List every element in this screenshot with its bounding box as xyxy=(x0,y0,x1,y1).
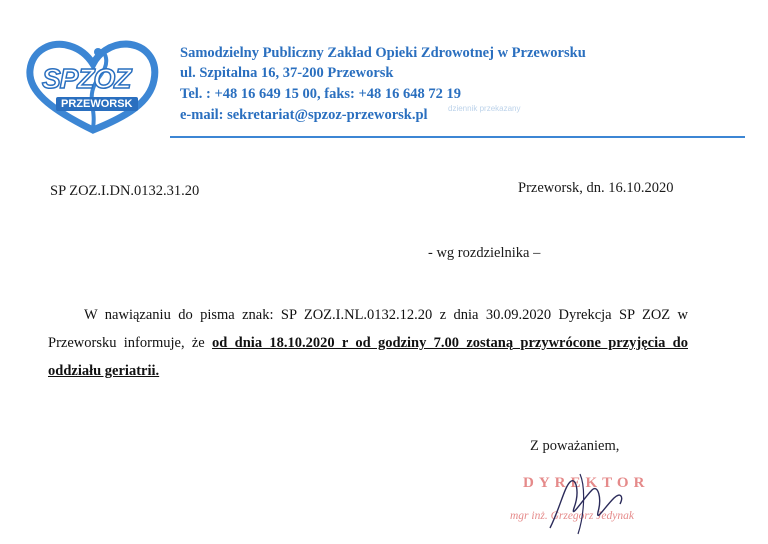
letter-body-intro: W nawiązaniu do pisma znak: SP ZOZ.I.NL.0132.12.20 z dnia 30.09.2020 Dyrekcja SP ZOZ w Przeworsku informuje, że xyxy=(48,307,688,351)
header-divider xyxy=(170,136,745,138)
institution-logo xyxy=(18,30,168,140)
reference-number: SP ZOZ.I.DN.0132.31.20 xyxy=(50,183,200,199)
faint-note: dziennik przekazany xyxy=(448,104,521,113)
stamp-name: mgr inż. Grzegorz Jedynak xyxy=(510,510,634,522)
recipient-line: - wg rozdzielnika – xyxy=(428,245,541,261)
place-date: Przeworsk, dn. 16.10.2020 xyxy=(518,180,674,196)
logo-text-bottom: PRZEWORSK xyxy=(56,97,138,111)
institution-email[interactable]: e-mail: sekretariat@spzoz-przeworsk.pl xyxy=(180,107,428,123)
institution-address: ul. Szpitalna 16, 37-200 Przeworsk xyxy=(180,65,394,81)
letter-body-highlight: od dnia 18.10.2020 r od godziny 7.00 zostaną przywrócone przyjęcia do oddziału geriatrii. xyxy=(48,335,688,379)
letter-body xyxy=(48,301,688,385)
stamp-title: DYREKTOR xyxy=(523,475,650,491)
handwritten-signature xyxy=(540,468,630,538)
institution-phone: Tel. : +48 16 649 15 00, faks: +48 16 648 72 19 xyxy=(180,86,462,102)
logo-text-top: SPZOZ xyxy=(42,63,131,94)
closing-salutation: Z poważaniem, xyxy=(530,438,620,454)
institution-name: Samodzielny Publiczny Zakład Opieki Zdrowotnej w Przeworsku xyxy=(180,45,586,61)
